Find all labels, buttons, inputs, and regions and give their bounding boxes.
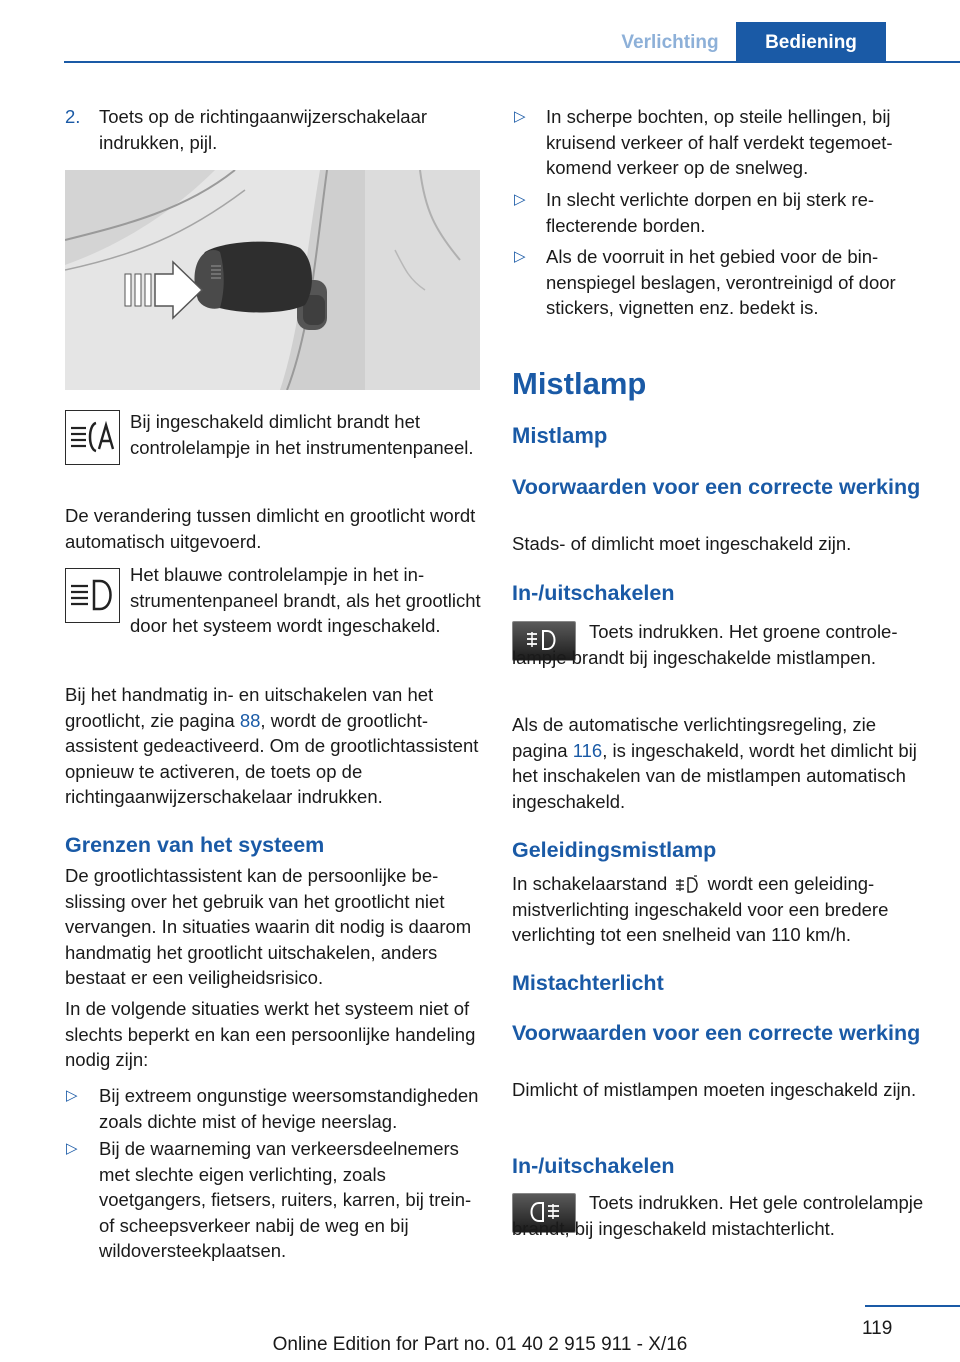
heading-guide-fog: Geleidingsmistlamp bbox=[512, 838, 717, 862]
paragraph-automatic-switch: De verandering tussen dimlicht en grootlicht wordt automatisch uitgevoerd. bbox=[65, 505, 476, 552]
onoff-1-text: Toets indrukken. Het groene controlelampje brandt bij ingeschakelde mistlampen. bbox=[512, 621, 898, 668]
paragraph-situations: In de volgende situaties werkt het systeem niet of slechts beperkt en kan een persoonlijke handeling nodig zijn: bbox=[65, 998, 476, 1071]
subsection-title-mistlamp: Mistlamp bbox=[512, 423, 608, 448]
page-link-116[interactable]: 116 bbox=[572, 739, 603, 761]
step-text: Toets op de richtingaanwijzerschakelaar indrukken, pijl. bbox=[99, 106, 428, 153]
page-link-88[interactable]: 88 bbox=[239, 709, 261, 731]
footer-rule bbox=[865, 1305, 960, 1307]
heading-rear-fog: Mistachterlicht bbox=[512, 971, 664, 995]
header-tab-chapter: Bediening bbox=[736, 22, 886, 62]
lever-drawing bbox=[65, 170, 480, 390]
heading-onoff-1: In-/uitschakelen bbox=[512, 581, 675, 605]
onoff-2-text: Toets indrukken. Het gele controlelampje brandt, bij ingeschakeld mistachterlicht. bbox=[512, 1192, 924, 1239]
high-beam-assistant-icon bbox=[65, 410, 120, 465]
section-title-mistlamp: Mistlamp bbox=[512, 366, 647, 401]
step-number: 2. bbox=[65, 106, 81, 127]
paragraph-auto-lighting: Als de automatische verlichtingsregeling, zie pagina 116, is ingeschakeld, wordt het dimlicht bij het inschakelen van de mistlampen automatisch ingeschakeld. bbox=[512, 714, 917, 812]
left-bullet-1: Bij extreem ongunstige weersomstandigheden zoals dichte mist of hevige neerslag. bbox=[99, 1085, 479, 1132]
bullet-triangle-icon: ▷ bbox=[514, 108, 526, 125]
guide-fog-text: In schakelaarstand wordt een geleidingmistverlichting ingeschakeld voor een bredere verlichting tot een snelheid van 110 km/h. bbox=[512, 873, 889, 946]
heading-conditions-1: Voorwaarden voor een correcte werking bbox=[512, 475, 921, 499]
edition-footer: Online Edition for Part no. 01 40 2 915 911 - X/16 bbox=[272, 1334, 688, 1355]
bullet-triangle-icon: ▷ bbox=[66, 1140, 78, 1157]
bullet-triangle-icon: ▷ bbox=[514, 191, 526, 208]
header-tab-section: Verlichting bbox=[621, 32, 719, 53]
indicator1-text: Bij ingeschakeld dimlicht brandt het controlelampje in het instrumentenpaneel. bbox=[130, 411, 474, 458]
bullet-triangle-icon: ▷ bbox=[66, 1087, 78, 1104]
heading-onoff-2: In-/uitschakelen bbox=[512, 1154, 675, 1178]
header-rule bbox=[64, 61, 960, 63]
right-bullet-3: Als de voorruit in het gebied voor de binnenspiegel beslagen, verontreinigd of door stickers, vignetten enz. bedekt is. bbox=[546, 246, 896, 319]
heading-system-limits: Grenzen van het systeem bbox=[65, 833, 325, 857]
paragraph-manual-switch: Bij het handmatig in- en uitschakelen van het grootlicht, zie pagina 88, wordt de grootlichtassistent gedeactiveerd. Om de grootlichtassistent opnieuw te activeren, de toets op de richtingaanwijzerschakelaar indrukken. bbox=[65, 684, 479, 808]
fog-guide-icon bbox=[672, 875, 702, 895]
heading-conditions-2: Voorwaarden voor een correcte werking bbox=[512, 1021, 921, 1045]
bullet-triangle-icon: ▷ bbox=[514, 248, 526, 265]
page-number: 119 bbox=[862, 1318, 893, 1339]
paragraph-limits: De grootlichtassistent kan de persoonlijke beslissing over het gebruik van het grootlicht niet vervangen. In situaties waarin dit nodig is daarom handmatig het grootlicht uitschakelen, anders bestaat er een veiligheidsrisico. bbox=[65, 865, 472, 989]
left-bullet-2: Bij de waarneming van verkeersdeelnemers met slechte eigen verlichting, zoals voetgangers, fietsers, ruiters, karren, bij trein- of scheepsverkeer nabij de weg en bij wildoversteekplaatsen. bbox=[99, 1138, 472, 1262]
conditions-2-text: Dimlicht of mistlampen moeten ingeschakeld zijn. bbox=[512, 1079, 917, 1100]
high-beam-icon bbox=[65, 568, 120, 623]
indicator2-text: Het blauwe controlelampje in het instrumentenpaneel brandt, als het grootlicht door het systeem wordt ingeschakeld. bbox=[130, 564, 481, 637]
turn-signal-lever-illustration bbox=[65, 170, 480, 390]
right-bullet-2: In slecht verlichte dorpen en bij sterk reflecterende borden. bbox=[546, 189, 875, 236]
conditions-1-text: Stads- of dimlicht moet ingeschakeld zijn. bbox=[512, 533, 852, 554]
right-bullet-1: In scherpe bochten, op steile hellingen, bij kruisend verkeer of half verdekt tegemoetkomend verkeer op de snelweg. bbox=[546, 106, 893, 179]
